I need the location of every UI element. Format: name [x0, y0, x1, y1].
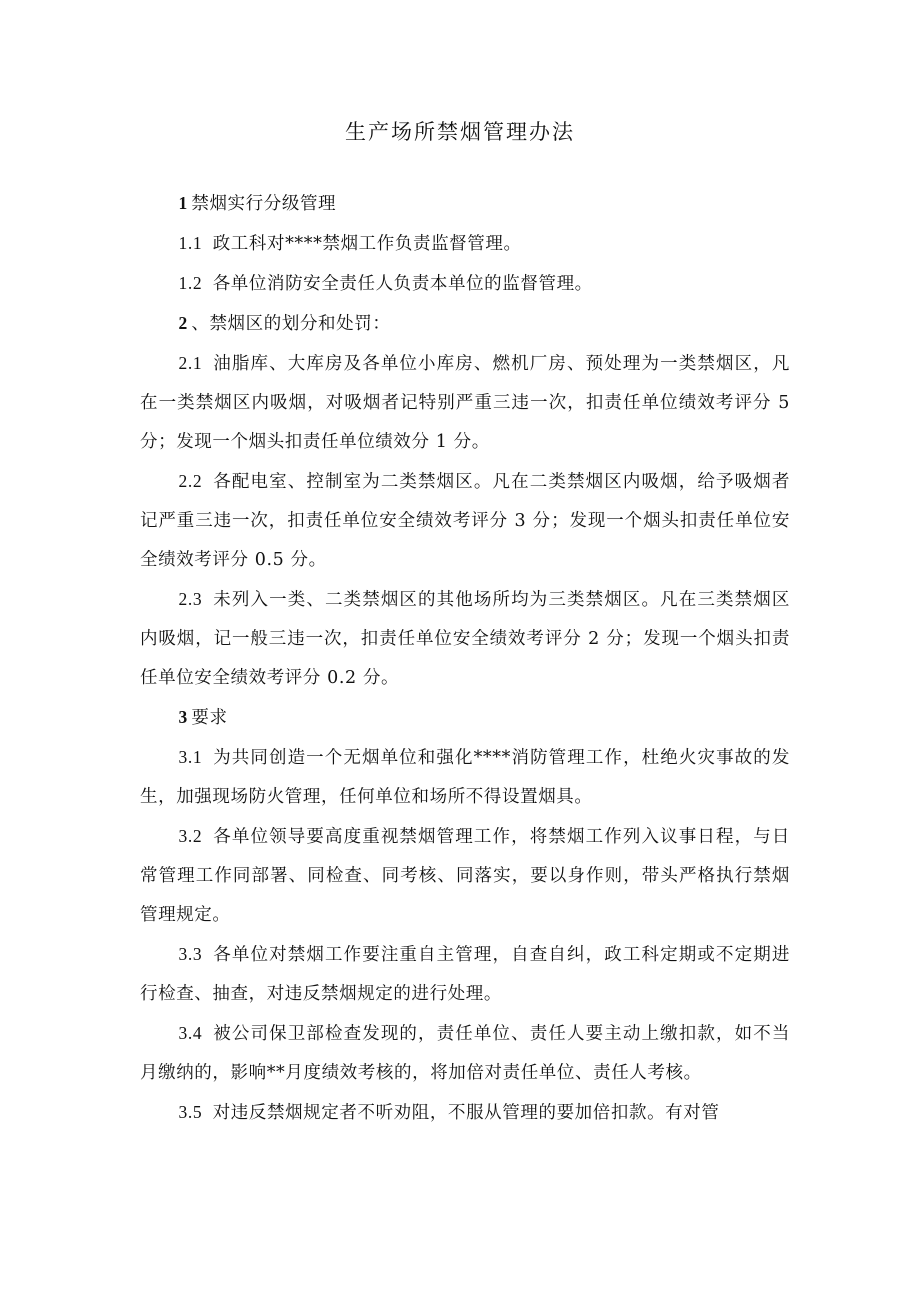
paragraph-3-4: 3.4 被公司保卫部检查发现的，责任单位、责任人要主动上缴扣款，如不当月缴纳的，影响**月度绩效考核的，将加倍对责任单位、责任人考核。 [140, 1023, 790, 1083]
paragraph-2-3: 2.3 未列入一类、二类禁烟区的其他场所均为三类禁烟区。凡在三类禁烟区内吸烟，记一般三违一次，扣责任单位安全绩效考评分 2 分；发现一个烟头扣责任单位安全绩效考评分 0.2 分。 [140, 589, 790, 688]
paragraph-2-2: 2.2 各配电室、控制室为二类禁烟区。凡在二类禁烟区内吸烟，给予吸烟者记严重三违一次，扣责任单位安全绩效考评分 3 分；发现一个烟头扣责任单位安全绩效考评分 0.5 分。 [140, 471, 790, 570]
paragraph-3-1: 3.1 为共同创造一个无烟单位和强化****消防管理工作，杜绝火灾事故的发生，加强现场防火管理，任何单位和场所不得设置烟具。 [140, 747, 790, 807]
section-heading-3: 3 要求 [178, 707, 228, 728]
paragraph-1-1: 1.1 政工科对****禁烟工作负责监督管理。 [178, 233, 522, 254]
section-heading-1: 1 禁烟实行分级管理 [178, 193, 337, 214]
paragraph-3-2: 3.2 各单位领导要高度重视禁烟管理工作，将禁烟工作列入议事日程，与日常管理工作同部署、同检查、同考核、同落实，要以身作则，带头严格执行禁烟管理规定。 [140, 826, 790, 925]
paragraph-3-3: 3.3 各单位对禁烟工作要注重自主管理，自查自纠，政工科定期或不定期进行检查、抽查，对违反禁烟规定的进行处理。 [140, 944, 790, 1004]
page-title: 生产场所禁烟管理办法 [345, 120, 575, 144]
document-body [140, 184, 790, 1133]
paragraph-1-2: 1.2 各单位消防安全责任人负责本单位的监督管理。 [178, 273, 593, 294]
paragraph-2-1: 2.1 油脂库、大库房及各单位小库房、燃机厂房、预处理为一类禁烟区，凡在一类禁烟区内吸烟，对吸烟者记特别严重三违一次，扣责任单位绩效考评分 5 分；发现一个烟头扣责任单位绩效分 1 分。 [140, 353, 790, 452]
paragraph-3-5: 3.5 对违反禁烟规定者不听劝阻，不服从管理的要加倍扣款。有对管 [178, 1102, 720, 1123]
section-heading-2: 2 、禁烟区的划分和处罚： [178, 313, 391, 334]
